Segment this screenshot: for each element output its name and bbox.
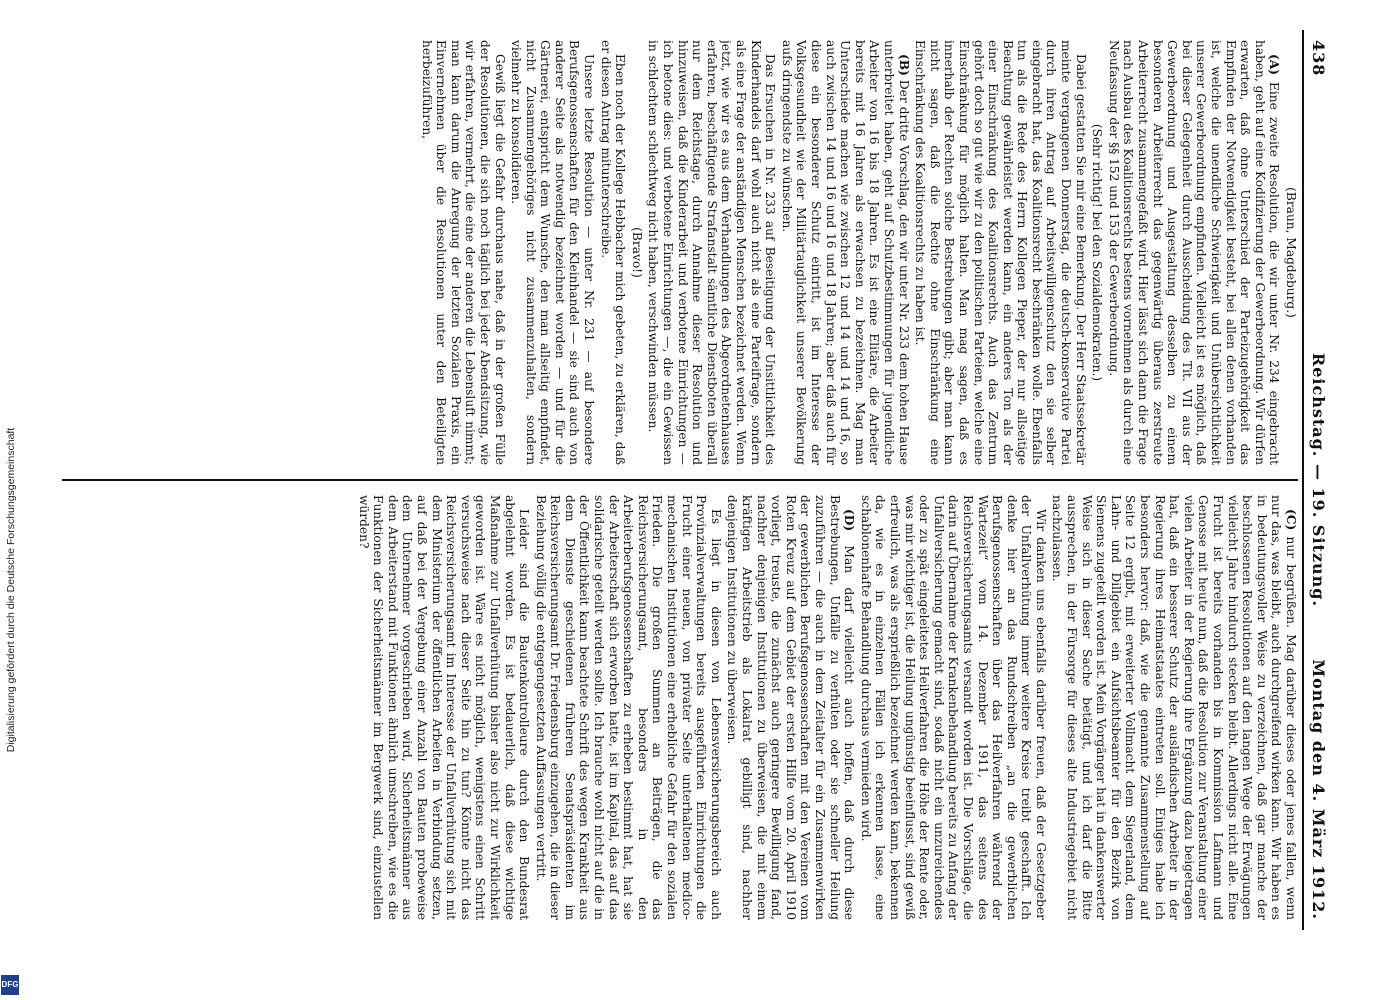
paragraph: Unsere letzte Resolution — unter Nr. 231 — auf besondere Berufsgenossenschaften für den Kleinhandel — sie sind auch von anderer Seite als notwendig bezeichnet worden — und für die Gärtnerei, entspricht dem Wunsche, den man allseitig empfindet, nicht Zusammengehöriges nicht zusammenzuhalten, sondern vielmehr zu konsolidieren. — [508, 40, 596, 465]
paragraph: Es liegt in diesen von Lebensversicherungsbereich auch Provinzialverwaltungen bereits ausgeführten Einrichtungen die Frucht einer neuen, von privater Seite unterhaltenen medico-mechanischen Institutionen eine erhebliche Gefahr für den sozialen Frieden. Die großen Summen an Beiträgen, die das Reichsversicherungsamt, besonders in den Arbeiterberufsgenossenschaften zu erheben bestimmt hat, hat sie der Arbeiterschaft sich erworben hatte, ist im Kapital, das auf das solidarische geteilt werden sollte. Ich brauche wohl nicht auf die in der Öffentlichkeit kann beachtete Schrift des wegen Krankheit aus dem Dienste geschiedenen früheren Senatspräsidenten im Reichsversicherungsamt Dr. Friedensburg einzugehen, die in dieser Beziehung völlig die entgegengesetzten Auffassungen vertritt. — [533, 495, 723, 920]
right-column — [62, 495, 1298, 920]
digitization-note: Digitalisierung gefördert durch die Deutsche Forschungsgemeinschaft — [5, 427, 17, 753]
interjection: (Bravo!) — [629, 227, 644, 278]
margin-marker-a: (A) — [1266, 54, 1281, 75]
page-date: Montag den 4. März 1912. — [1308, 659, 1328, 920]
paragraph: (A) Eine zweite Resolution, die wir unter Nr. 234 eingebracht haben, geht auf eine Kodifizierung der Gewerbeordnung. Wir dürfen erwarten, daß ohne Unterschied der Parteizugehörigkeit das Empfinden der Notwendigkeit besteht, bei allen denen vorhanden ist, welche die unendliche Schwierigkeit und Unübersichtlichkeit unserer Gewerbeordnung empfinden. Vielleicht ist es möglich, daß bei dieser Gelegenheit durch Ausscheidung des Tit. VII aus der Gewerbeordnung und Ausgestaltung desselben zu einem besonderen Arbeiterrecht das gegenwärtig überaus zerstreute Arbeiterrecht zusammengefaßt wird. Hier lässt sich dann die Frage nach Ausbau des Koalitionsrechts bestens vornehmen als durch eine Neufassung der §§ 152 und 153 der Gewerbeordnung. — [1106, 40, 1281, 465]
interjection: (Sehr richtig! bei den Sozialdemokraten.) — [1089, 123, 1104, 382]
paragraph: Leider sind die Bautenkontrolleure durch den Bundesrat abgelehnt worden. Es ist bedauerlich, daß diese wichtige Maßnahme zur Unfallverhütung bisher also nicht zur Wirklichkeit geworden ist. Wäre es nicht möglich, wenigstens einen Schritt versuchsweise nach dieser Seite hin zu tun? Könnte nicht das Reichsversicherungsamt im Interesse der Unfallverhütung sich mit dem Ministerium der öffentlichen Arbeiten in Verbindung setzen, auf daß bei der Vergebung einer Anzahl von Bauten probeweise dem Unternehmer vorgeschrieben wird, Sicherheitsmänner aus dem Arbeiterstand mit Funktionen ähnlich umschreiben, wie es die Funktionen der Sicherheitsmänner im Bergwerk sind, einzustellen würden? — [356, 495, 531, 920]
column-divider — [62, 479, 1298, 481]
paragraph: Das Ersuchen in Nr. 233 auf Beseitigung der Unsittlichkeit des Kinderhandels darf wohl auch nicht als eine Parteifrage, sondern als eine Frage der anständigen Menschen bezeichnet werden. Wenn jetzt, wie wir es aus dem Verhandlungen des Abgeordnetenhauses erfahren, beschäftigende Strafanstalt sämtliche Dienstboten überall nur dem Reichstage, durch Annahme dieser Resolution und hinzuweisen, daß die Kinderarbeit und verbotene Einrichtungen — ich betone dies: und verbotene Einrichtungen —, die ein Gewissen in schlechtem schlechtweg nicht haben, verschwinden müssen. — [645, 40, 777, 465]
margin-marker-b: (B) — [896, 54, 911, 76]
paragraph: (C) nur begrüßen. Mag darüber dieses oder jenes fallen, wenn nur das, was bleibt, auch durchgreifend wirken kann. Wir haben es in bedeutungsvoller Weise zu verzeichnen, daß gar manche der beschlossenen Resolutionen auf den langen Wege der Erwägungen vielleicht Jahre hindurch stecken bleibt. Allerdings nicht alle. Eine Frucht ist bereits vorhanden bis in Kommission Lafmann und Genosse mit heute nun, daß die Resolution zur Veranstaltung einer vielen Arbeiter in der Regierung ihre Ergänzung dazu beigetragen hat, daß ein besserer Schutz der ausländischen Arbeiter in der Regierung ihres Heimatstaates eintreten soll. Einiges habe ich besonders hervor: daß, wie die genannte Zusammenstellung auf Seite 12 ergibt, mit erweiterter Vollmacht dem Siegerland, dem Lahn- und Dillgebiet ein Aufsichtsbeamter für den Bezirk von Siemens zugeteilt worden ist. Mein Vorgänger hat in dankenswerter Weise sich in dieser Sache betätigt, und ich darf die Bitte aussprechen, in der Fürsorge für dieses alte Industriegebiet nicht nachzulassen. — [1050, 495, 1298, 920]
margin-marker-c: (C) — [1283, 509, 1298, 531]
paragraph: (D) Man darf vielleicht auch hoffen, daß durch diese Bestrebungen, Unfälle zu verhüten oder sie schneller Heilung zuzuführen — die auch in dem Zeitalter für ein Zusammenwirken der gewerblichen Berufsgenossenschaften mit den Vereinen vom Roten Kreuz auf dem Gebiet der ersten Hilfe vom 20. April 1910 vorliegt, treuste, die zunächst auch geringere Bewilligung fand, nachher denjenigen Institutionen zu überweisen, die mit einem kräftigen Arbeitstrieb als Lokalrat gebilligt sind, nachher denjenigen Institutionen zu überweisen. — [724, 495, 856, 920]
page-number: 438 — [1308, 40, 1328, 77]
paragraph: Gewiß liegt die Gefahr durchaus nahe, daß in der großen Fülle der Resolutionen, die sich noch täglich bei jeder Abendsitzung, wie wir erfahren, vermehrt, die eine der anderen die Lebensluft nimmt; man kann darum die Anregung der letzten Sozialen Praxis, ein Einvernehmen über die Resolutionen unter den Beteiligten herbeizuführen, — [419, 40, 507, 465]
paragraph: Eben noch der Kollege Hebbacher mich gebeten, zu erklären, daß er diesen Antrag mitunterschreibe. — [598, 40, 627, 465]
paragraph: Dabei gestatten Sie mir eine Bemerkung. Der Herr Staatssekretär meinte vergangenen Donnerstag, die deutsch-konservative Partei durch ihren Antrag auf Arbeitswilligenschutz den sie selber eingebracht hat, das Koalitionsrecht beschränken wolle. Ebenfalls tun als die Rede des Herrn Kollegen Pieper, der nur allseitige Beachtung gewährleistet werden kann, ein anderes Ton als der einer Einschränkung des Koalitionsrechts. Auch das Zentrum gehört doch so gut wie wir zu den politischen Parteien, welche eine Einschränkung für möglich halten. Man mag sagen, daß es innerhalb der Rechten solche Bestrebungen gibt; aber man kann nicht sagen, daß die Rechte ohne Einschränkung eine Einschränkung des Koalitionsrechts zu haben ist. — [912, 40, 1088, 465]
dfg-logo: DFG — [1, 975, 19, 995]
left-column — [62, 40, 1298, 465]
rotated-scan-page — [52, 30, 1332, 930]
margin-marker-d: (D) — [841, 509, 856, 532]
speaker-note: (Braun, Magdeburg.) — [1283, 187, 1298, 318]
page-header — [1302, 30, 1332, 930]
page-title: Reichstag. — 19. Sitzung. — [1308, 352, 1328, 608]
paragraph: (B) Der dritte Vorschlag, den wir unter Nr. 233 dem hohen Hause unterbreitet haben, geht auf Schutzbestimmungen für jugendliche Arbeiter von 16 bis 18 Jahren. Es ist eine Elitäre, die Arbeiter bereits mit 16 Jahren als erwachsen zu bezeichnen. Mag man Unterschiede machen wie zwischen 12 und 14 und 14 und 16, so auch zwischen 14 und 16 und 16 und 18 Jahren; aber daß auch für diese ein besonderer Schutz eintritt, ist im Interesse der Volksgesundheit wie der Militärtauglichkeit unserer Bevölkerung aufs dringendste zu wünschen. — [779, 40, 911, 465]
paragraph: Wir danken uns ebenfalls darüber freuen, daß der Gesetzgeber der Unfallverhütung immer weitere Kreise treibt geschafft. Ich denke hier an das Rundschreiben „an die gewerblichen Berufsgenossenschaften über das Heilverfahren während der Wartezeit“ vom 14. Dezember 1911, das seitens des Reichsversicherungsamts versandt worden ist. Die Vorschläge, die darin auf Übernahme der Krankenbehandlung bereits zu Anfang der Unfallversicherung gemacht sind, sodaß nicht ein unzureichendes oder zu spät eingeleitetes Heilverfahren die Höhe der Rente oder, was mir wichtiger ist, die Heilung ungünstig beeinflusst, sind gewiß erfreulich, was als ersprießlich bezeichnet werden kann, bekennen da, wie es in einzelnen Fällen ich erkennen lasse, eine schablonenhafte Behandlung durchaus vermieden wird. — [858, 495, 1048, 920]
